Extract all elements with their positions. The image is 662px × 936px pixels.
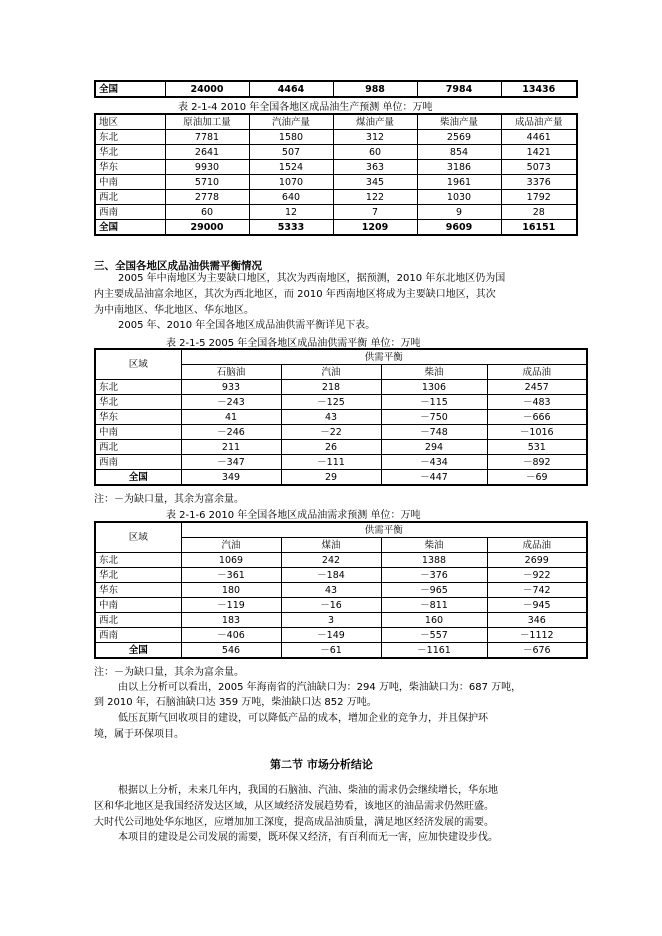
cell: 9930 — [165, 160, 249, 175]
cell: 546 — [181, 643, 281, 659]
cell: 东北 — [95, 130, 165, 145]
header-cell: 地区 — [95, 114, 165, 130]
cell: －557 — [381, 628, 487, 643]
table-header-row — [95, 114, 577, 130]
cell: －406 — [181, 628, 281, 643]
paragraph-line: 由以上分析可以看出，2005 年海南省的汽油缺口为：294 万吨，柴油缺口为：687 万吨， — [118, 682, 522, 693]
table-header-row — [95, 349, 587, 365]
cell: －243 — [181, 395, 281, 410]
cell: 华东 — [95, 583, 181, 598]
cell: 60 — [333, 145, 417, 160]
header-cell: 煤油 — [281, 538, 381, 553]
cell: －184 — [281, 568, 381, 583]
cell: 26 — [281, 440, 381, 455]
header-cell-region: 区域 — [95, 349, 181, 380]
cell: 西北 — [95, 190, 165, 205]
cell: －676 — [487, 643, 587, 659]
section-title: 第二节 市场分析结论 — [270, 758, 373, 771]
cell: 160 — [381, 613, 487, 628]
table-row — [95, 440, 587, 455]
table-2-1-4 — [94, 113, 578, 236]
cell: 华北 — [95, 568, 181, 583]
cell: 全国 — [95, 470, 181, 486]
header-cell: 汽油产量 — [249, 114, 333, 130]
cell: 7 — [333, 205, 417, 220]
cell: 43 — [281, 583, 381, 598]
table-row — [95, 583, 587, 598]
header-cell: 原油加工量 — [165, 114, 249, 130]
paragraph-line: 境，属于环保项目。 — [94, 729, 184, 740]
cell: 988 — [333, 81, 417, 97]
table-row — [95, 175, 577, 190]
table-row — [95, 553, 587, 568]
table-note: 注：－为缺口量，其余为富余量。 — [94, 494, 244, 505]
table-2-1-5 — [94, 348, 588, 486]
cell: 1961 — [417, 175, 501, 190]
cell: 211 — [181, 440, 281, 455]
cell: 中南 — [95, 425, 181, 440]
cell: －125 — [281, 395, 381, 410]
cell: 1209 — [333, 220, 417, 236]
cell: 41 — [181, 410, 281, 425]
cell: 29 — [281, 470, 381, 486]
paragraph-line: 内主要成品油富余地区，其次为西北地区，而 2010 年西南地区将成为主要缺口地区，其次 — [94, 289, 496, 300]
cell: 1030 — [417, 190, 501, 205]
cell: 2699 — [487, 553, 587, 568]
cell: －16 — [281, 598, 381, 613]
cell: 3 — [281, 613, 381, 628]
cell: 1069 — [181, 553, 281, 568]
cell: －892 — [487, 455, 587, 470]
table-prev-total — [94, 80, 578, 98]
cell: 349 — [181, 470, 281, 486]
table-header-row — [95, 522, 587, 538]
cell: －1016 — [487, 425, 587, 440]
table-row — [95, 628, 587, 643]
cell: 东北 — [95, 553, 181, 568]
cell: 183 — [181, 613, 281, 628]
cell: －742 — [487, 583, 587, 598]
cell: －748 — [381, 425, 487, 440]
cell: 华北 — [95, 145, 165, 160]
cell: －811 — [381, 598, 487, 613]
cell: －119 — [181, 598, 281, 613]
cell: 13436 — [501, 81, 577, 97]
cell: 5073 — [501, 160, 577, 175]
header-cell: 成品油 — [487, 538, 587, 553]
cell: －945 — [487, 598, 587, 613]
cell: －447 — [381, 470, 487, 486]
cell: 24000 — [165, 81, 249, 97]
cell: －149 — [281, 628, 381, 643]
cell: 12 — [249, 205, 333, 220]
table-caption: 表 2-1-4 2010 年全国各地区成品油生产预测 单位：万吨 — [178, 102, 433, 113]
cell: 28 — [501, 205, 577, 220]
cell: 180 — [181, 583, 281, 598]
table-row — [95, 455, 587, 470]
header-cell: 柴油 — [381, 538, 487, 553]
cell: 1388 — [381, 553, 487, 568]
cell: 西北 — [95, 613, 181, 628]
cell: 218 — [281, 380, 381, 395]
cell: 西南 — [95, 205, 165, 220]
header-cell-group: 供需平衡 — [181, 349, 587, 365]
table-total-row — [95, 220, 577, 236]
paragraph-line: 根据以上分析，未来几年内，我国的石脑油、汽油、柴油的需求仍会继续增长，华东地 — [118, 785, 498, 796]
section-heading: 三、全国各地区成品油供需平衡情况 — [94, 260, 262, 272]
cell: 1792 — [501, 190, 577, 205]
cell: 华东 — [95, 160, 165, 175]
cell: 西南 — [95, 628, 181, 643]
paragraph-line: 2005 年中南地区为主要缺口地区，其次为西南地区，据预测，2010 年东北地区仍为国 — [118, 273, 506, 284]
header-cell-region: 区域 — [95, 522, 181, 553]
header-cell: 煤油产量 — [333, 114, 417, 130]
cell: 1070 — [249, 175, 333, 190]
cell: －1161 — [381, 643, 487, 659]
cell: 华北 — [95, 395, 181, 410]
cell: 2778 — [165, 190, 249, 205]
cell: 华东 — [95, 410, 181, 425]
cell: 507 — [249, 145, 333, 160]
table-note: 注：－为缺口量，其余为富余量。 — [94, 667, 244, 678]
cell: 西北 — [95, 440, 181, 455]
table-row — [95, 410, 587, 425]
table-total-row — [95, 643, 587, 659]
cell: －22 — [281, 425, 381, 440]
paragraph-line: 区和华北地区是我国经济发达区域，从区域经济发展趋势看，该地区的油品需求仍然旺盛。 — [94, 801, 494, 812]
table-row — [95, 425, 587, 440]
table-row — [95, 613, 587, 628]
cell: 640 — [249, 190, 333, 205]
cell: 4461 — [501, 130, 577, 145]
cell: 2641 — [165, 145, 249, 160]
header-cell: 柴油产量 — [417, 114, 501, 130]
header-cell: 汽油 — [281, 365, 381, 380]
cell: 西南 — [95, 455, 181, 470]
table-caption: 表 2-1-6 2010 年全国各地区成品油需求预测 单位：万吨 — [166, 510, 421, 521]
cell: －111 — [281, 455, 381, 470]
paragraph-line: 2005 年、2010 年全国各地区成品油供需平衡详见下表。 — [118, 320, 376, 331]
cell: －376 — [381, 568, 487, 583]
cell: 242 — [281, 553, 381, 568]
cell: 中南 — [95, 598, 181, 613]
table-row — [95, 145, 577, 160]
table-row — [95, 205, 577, 220]
cell: 29000 — [165, 220, 249, 236]
cell: 854 — [417, 145, 501, 160]
cell: －69 — [487, 470, 587, 486]
cell: 60 — [165, 205, 249, 220]
cell: －922 — [487, 568, 587, 583]
cell: 3186 — [417, 160, 501, 175]
cell: 全国 — [95, 220, 165, 236]
table-2-1-6 — [94, 521, 588, 659]
cell: －115 — [381, 395, 487, 410]
cell: 2457 — [487, 380, 587, 395]
table-total-row — [95, 470, 587, 486]
header-cell: 成品油 — [487, 365, 587, 380]
cell: 9609 — [417, 220, 501, 236]
cell: 16151 — [501, 220, 577, 236]
paragraph-line: 本项目的建设是公司发展的需要，既环保又经济，有百利而无一害，应加快建设步伐。 — [118, 832, 498, 843]
cell: 9 — [417, 205, 501, 220]
table-row — [95, 160, 577, 175]
cell: －246 — [181, 425, 281, 440]
cell: 1306 — [381, 380, 487, 395]
cell: －361 — [181, 568, 281, 583]
header-cell: 汽油 — [181, 538, 281, 553]
cell: 3376 — [501, 175, 577, 190]
cell: 2569 — [417, 130, 501, 145]
cell: 中南 — [95, 175, 165, 190]
table-row — [95, 130, 577, 145]
cell: －347 — [181, 455, 281, 470]
cell: －483 — [487, 395, 587, 410]
cell: 全国 — [95, 643, 181, 659]
paragraph-line: 为中南地区、华北地区、华东地区。 — [94, 305, 254, 316]
table-row — [95, 395, 587, 410]
cell: 4464 — [249, 81, 333, 97]
paragraph-line: 到 2010 年，石脑油缺口达 359 万吨，柴油缺口达 852 万吨。 — [94, 697, 377, 708]
header-cell: 石脑油 — [181, 365, 281, 380]
table-row — [95, 598, 587, 613]
cell: 东北 — [95, 380, 181, 395]
cell: －1112 — [487, 628, 587, 643]
cell: 43 — [281, 410, 381, 425]
cell: 7984 — [417, 81, 501, 97]
cell: 933 — [181, 380, 281, 395]
paragraph-line: 大时代公司地处华东地区，应增加加工深度，提高成品油质量，满足地区经济发展的需要。 — [94, 817, 494, 828]
cell: 5710 — [165, 175, 249, 190]
cell: 全国 — [95, 81, 165, 97]
header-cell-group: 供需平衡 — [181, 522, 587, 538]
cell: 345 — [333, 175, 417, 190]
cell: －666 — [487, 410, 587, 425]
cell: －750 — [381, 410, 487, 425]
table-row — [95, 380, 587, 395]
table-caption: 表 2-1-5 2005 年全国各地区成品油供需平衡 单位：万吨 — [166, 338, 421, 349]
cell: 5333 — [249, 220, 333, 236]
cell: 312 — [333, 130, 417, 145]
cell: 1421 — [501, 145, 577, 160]
cell: －434 — [381, 455, 487, 470]
table-row — [95, 190, 577, 205]
cell: 7781 — [165, 130, 249, 145]
table-row — [95, 568, 587, 583]
cell: 1524 — [249, 160, 333, 175]
cell: 346 — [487, 613, 587, 628]
cell: 122 — [333, 190, 417, 205]
table-row — [95, 81, 577, 97]
header-cell: 柴油 — [381, 365, 487, 380]
paragraph-line: 低压瓦斯气回收项目的建设，可以降低产品的成本，增加企业的竞争力，并且保护环 — [118, 713, 488, 724]
cell: 294 — [381, 440, 487, 455]
cell: －965 — [381, 583, 487, 598]
header-cell: 成品油产量 — [501, 114, 577, 130]
cell: 531 — [487, 440, 587, 455]
cell: －61 — [281, 643, 381, 659]
cell: 1580 — [249, 130, 333, 145]
cell: 363 — [333, 160, 417, 175]
